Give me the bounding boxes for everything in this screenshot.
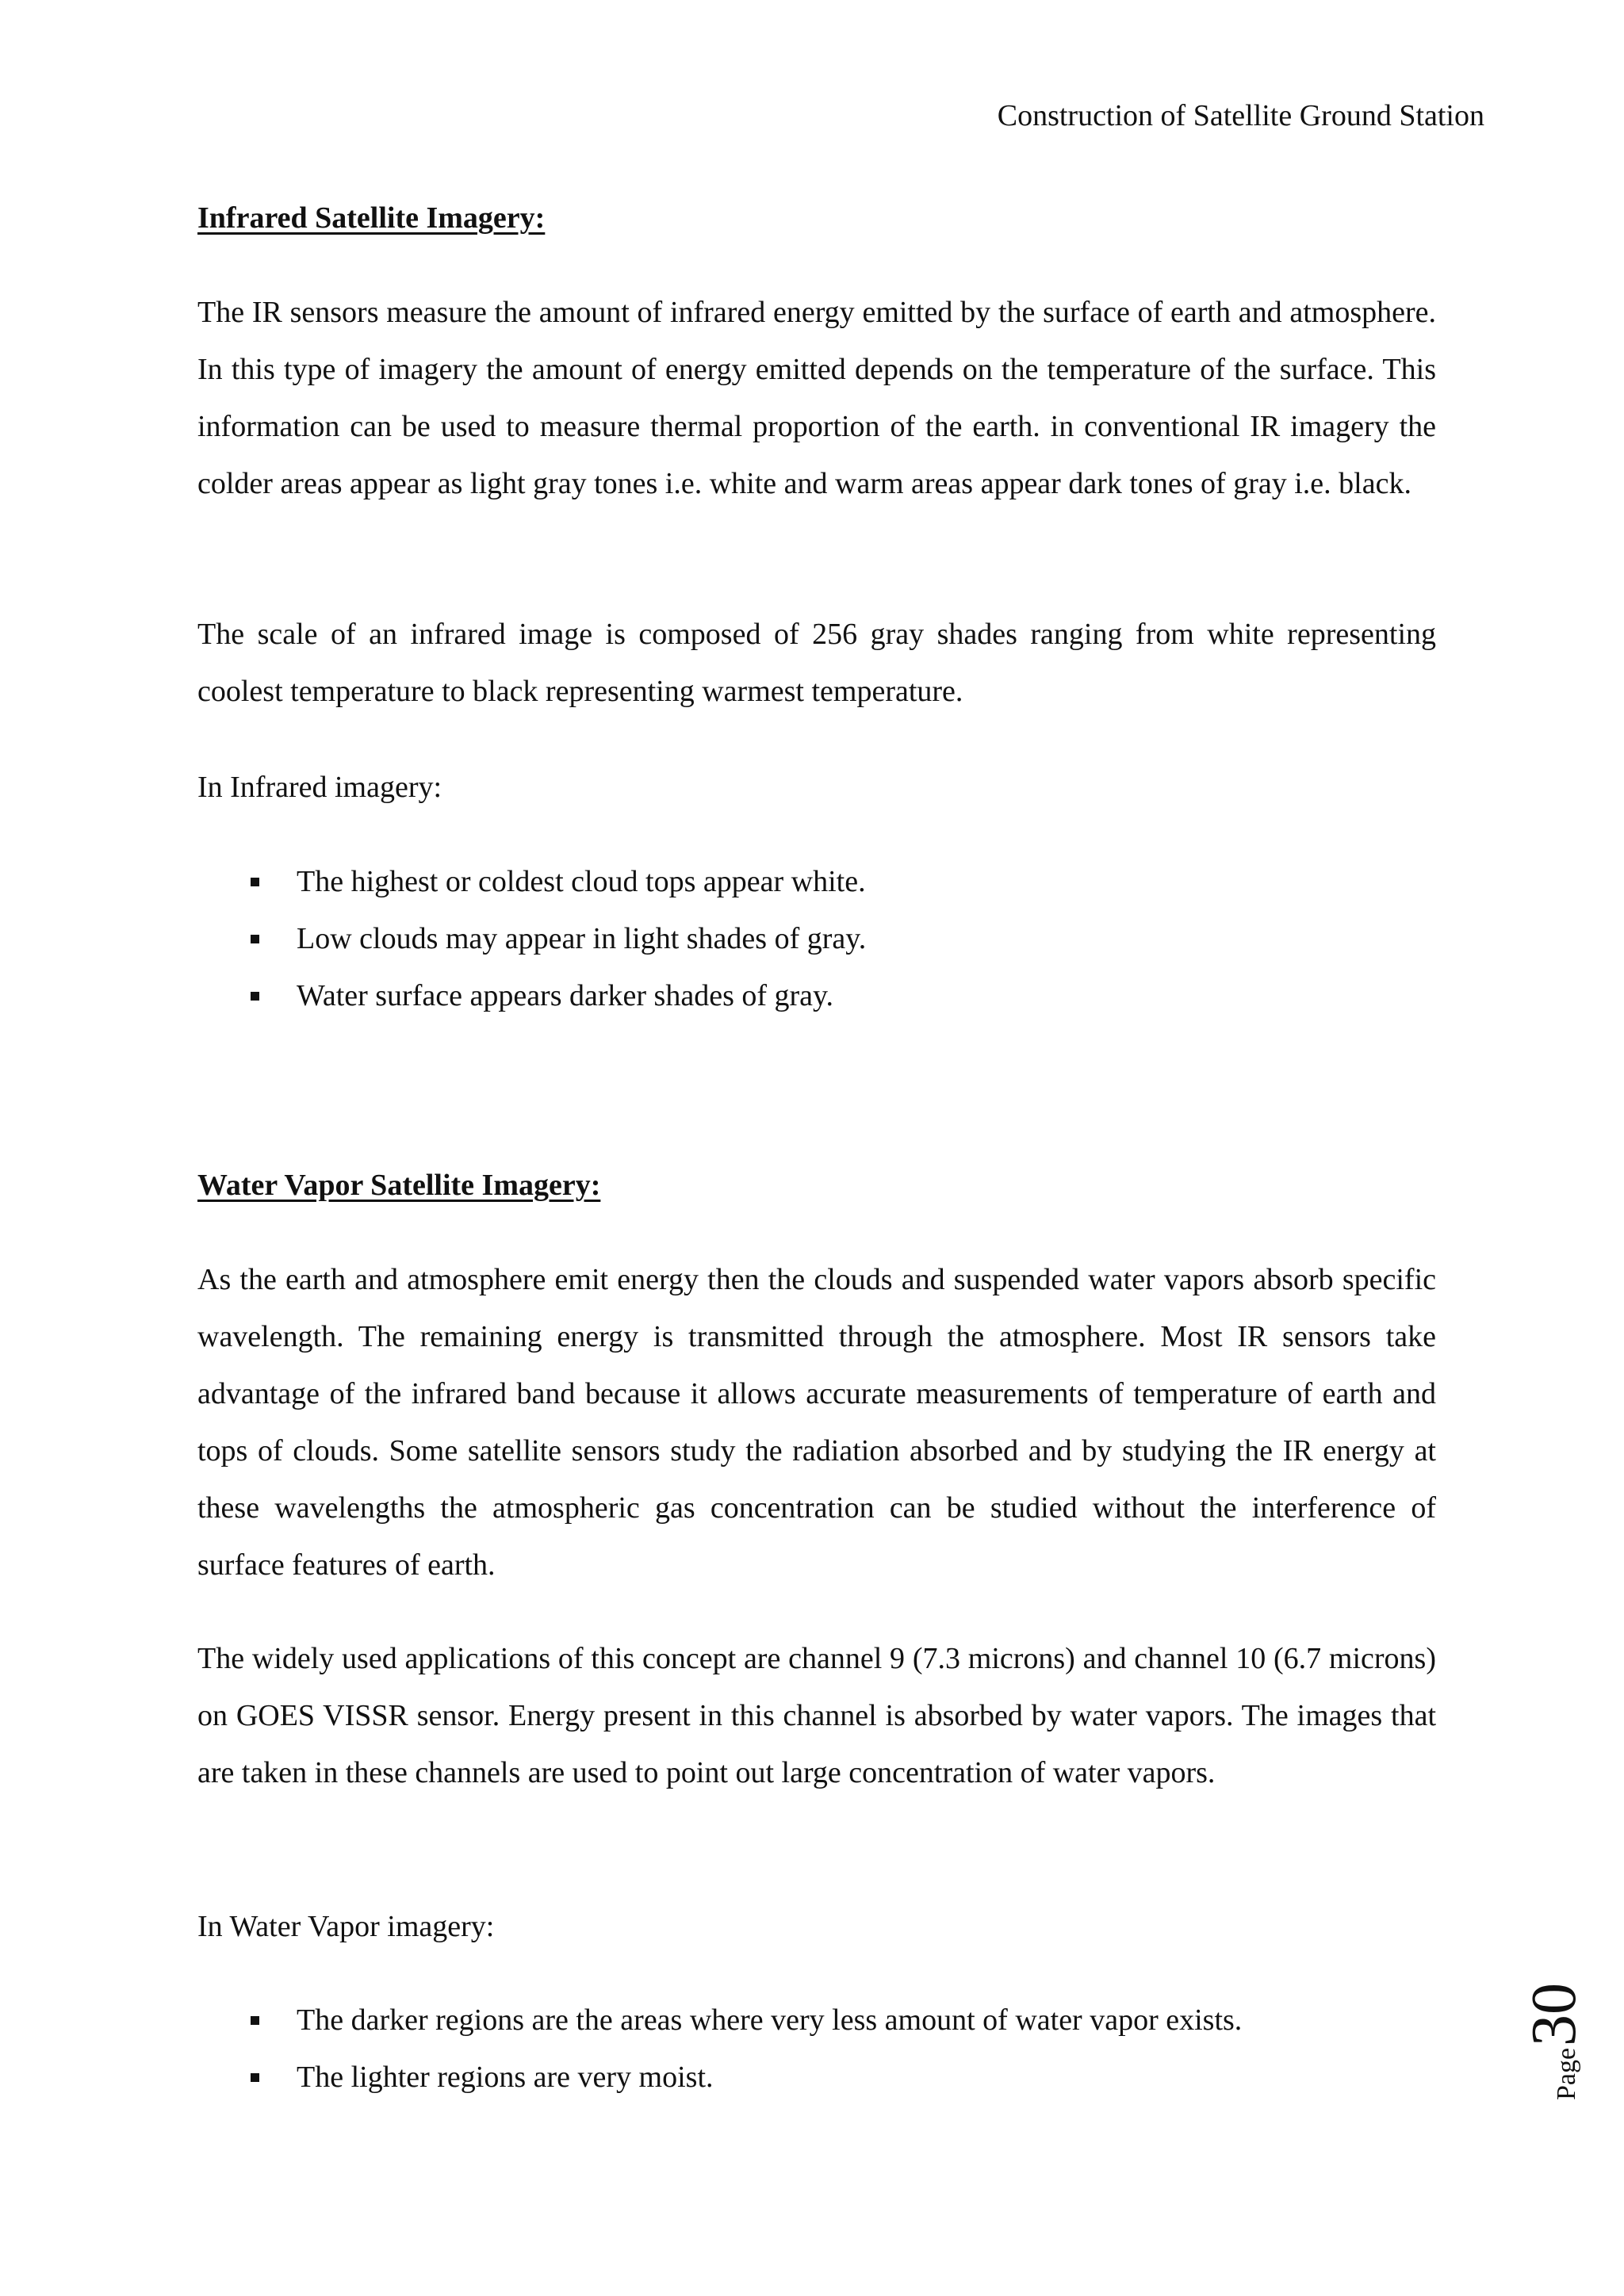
square-bullet-icon [251, 935, 259, 943]
page-number: 30 [1519, 1982, 1589, 2046]
page-header-title: Construction of Satellite Ground Station [997, 99, 1484, 132]
list-item-text: The lighter regions are very moist. [297, 2061, 714, 2094]
square-bullet-icon [251, 2073, 259, 2082]
water-vapor-paragraph-2: The widely used applications of this concept are channel 9 (7.3 microns) and channel 10 (6.7 microns) on GOES VISSR sensor. Energy present in this channel is absorbed by water vapors. The images that are taken in these channels are used to point out large concentration of water vapors. [197, 1642, 1436, 1789]
section-heading-water-vapor: Water Vapor Satellite Imagery: [197, 1169, 601, 1202]
list-item-text: The darker regions are the areas where very less amount of water vapor exists. [297, 2003, 1243, 2037]
square-bullet-icon [251, 992, 259, 1001]
infrared-paragraph-2: The scale of an infrared image is composed of 256 gray shades ranging from white representing coolest temperature to black representing warmest temperature. [197, 618, 1436, 708]
square-bullet-icon [251, 878, 259, 886]
list-item-text: Low clouds may appear in light shades of gray. [297, 922, 867, 955]
list-item [197, 853, 866, 910]
water-vapor-list-intro: In Water Vapor imagery: [197, 1910, 495, 1943]
square-bullet-icon [251, 2016, 259, 2025]
list-item-text: The highest or coldest cloud tops appear white. [297, 865, 866, 898]
water-vapor-paragraph-1: As the earth and atmosphere emit energy then the clouds and suspended water vapors absorb specific wavelength. The remaining energy is transmitted through the atmosphere. Most IR sensors take advantage of the infrared band because it allows accurate measurements of temperature of earth and tops of clouds. Some satellite sensors study the radiation absorbed and by studying the IR energy at these wavelengths the atmospheric gas concentration can be studied without the interference of surface features of earth. [197, 1263, 1436, 1582]
water-vapor-bullet-list [197, 1992, 1242, 2106]
list-item [197, 1992, 1242, 2049]
list-item [197, 2049, 1242, 2106]
list-item-text: Water surface appears darker shades of gray. [297, 979, 834, 1012]
infrared-paragraph-1: The IR sensors measure the amount of infrared energy emitted by the surface of earth and atmosphere. In this type of imagery the amount of energy emitted depends on the temperature of the surface. This information can be used to measure thermal proportion of the earth. in conventional IR imagery the colder areas appear as light gray tones i.e. white and warm areas appear dark tones of gray i.e. black. [197, 296, 1436, 500]
infrared-list-intro: In Infrared imagery: [197, 771, 442, 804]
list-item [197, 910, 866, 967]
infrared-bullet-list [197, 853, 866, 1024]
section-heading-infrared: Infrared Satellite Imagery: [197, 201, 546, 235]
page-label: Page [1552, 2047, 1581, 2101]
list-item [197, 967, 866, 1024]
page-number-block [1519, 1974, 1589, 2109]
